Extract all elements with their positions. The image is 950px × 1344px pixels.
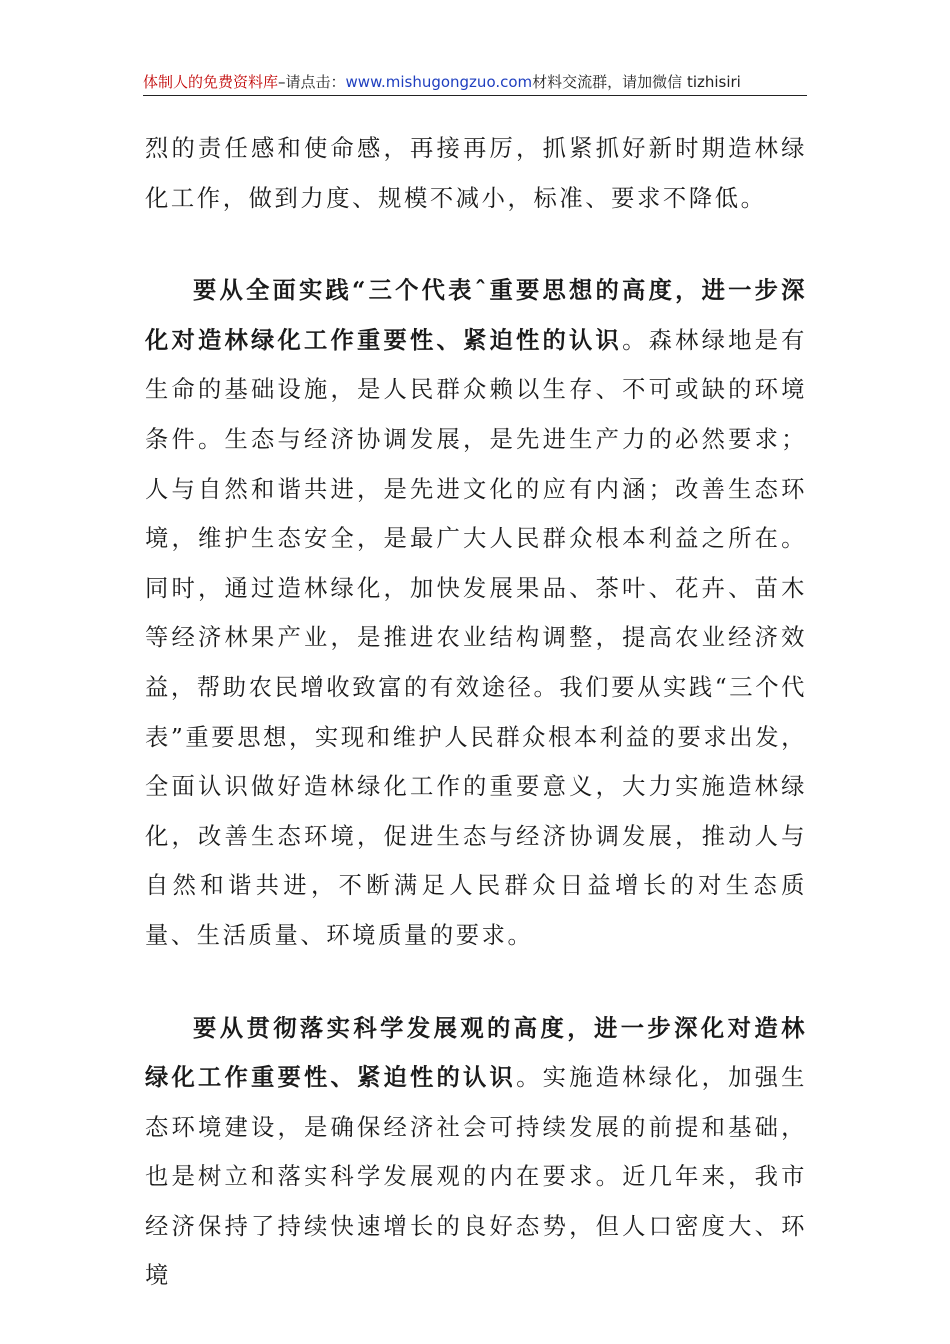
- header-link[interactable]: www.mishugongzuo.com: [345, 73, 533, 91]
- paragraph-gap: [145, 961, 807, 1004]
- document-body: [145, 124, 807, 1301]
- paragraph-3-heading: 要从贯彻落实科学发展观的高度，进一步深化对造林绿化工作重要性、紧迫性的认识: [145, 1014, 807, 1092]
- header-brand: 体制人的免费资料库: [143, 73, 279, 91]
- paragraph-1-text: 烈的责任感和使命感，再接再厉，抓紧抓好新时期造林绿化工作，做到力度、规模不减小，标准、要求不降低。: [145, 135, 807, 212]
- paragraph-1: [145, 124, 807, 223]
- paragraph-3-text: 。实施造林绿化，加强生态环境建设，是确保经济社会可持续发展的前提和基础，也是树立和落实科学发展观的内在要求。近几年来，我市经济保持了持续快速增长的良好态势，但人口密度大、环境: [145, 1064, 807, 1290]
- header-contact: 材料交流群，请加微信 tizhisiri: [532, 73, 741, 91]
- header-divider: [143, 95, 807, 96]
- header-prompt: –请点击：: [278, 73, 346, 91]
- paragraph-2-text: 。森林绿地是有生命的基础设施，是人民群众赖以生存、不可或缺的环境条件。生态与经济协调发展，是先进生产力的必然要求；人与自然和谐共进，是先进文化的应有内涵；改善生态环境，维护生态安全，是最广大人民群众根本利益之所在。同时，通过造林绿化，加快发展果品、茶叶、花卉、苗木等经济林果产业，是推进农业结构调整，提高农业经济效益，帮助农民增收致富的有效途径。我们要从实践“三个代表”重要思想，实现和维护人民群众根本利益的要求出发，全面认识做好造林绿化工作的重要意义，大力实施造林绿化，改善生态环境，促进生态与经济协调发展，推动人与自然和谐共进，不断满足人民群众日益增长的对生态质量、生活质量、环境质量的要求。: [145, 326, 807, 949]
- page-header: [143, 70, 807, 94]
- paragraph-2: [145, 266, 807, 960]
- paragraph-3: [145, 1004, 807, 1302]
- paragraph-gap: [145, 223, 807, 266]
- paragraph-2-heading: 要从全面实践“三个代表ˆ重要思想的高度，进一步深化对造林绿化工作重要性、紧迫性的认识: [145, 277, 807, 354]
